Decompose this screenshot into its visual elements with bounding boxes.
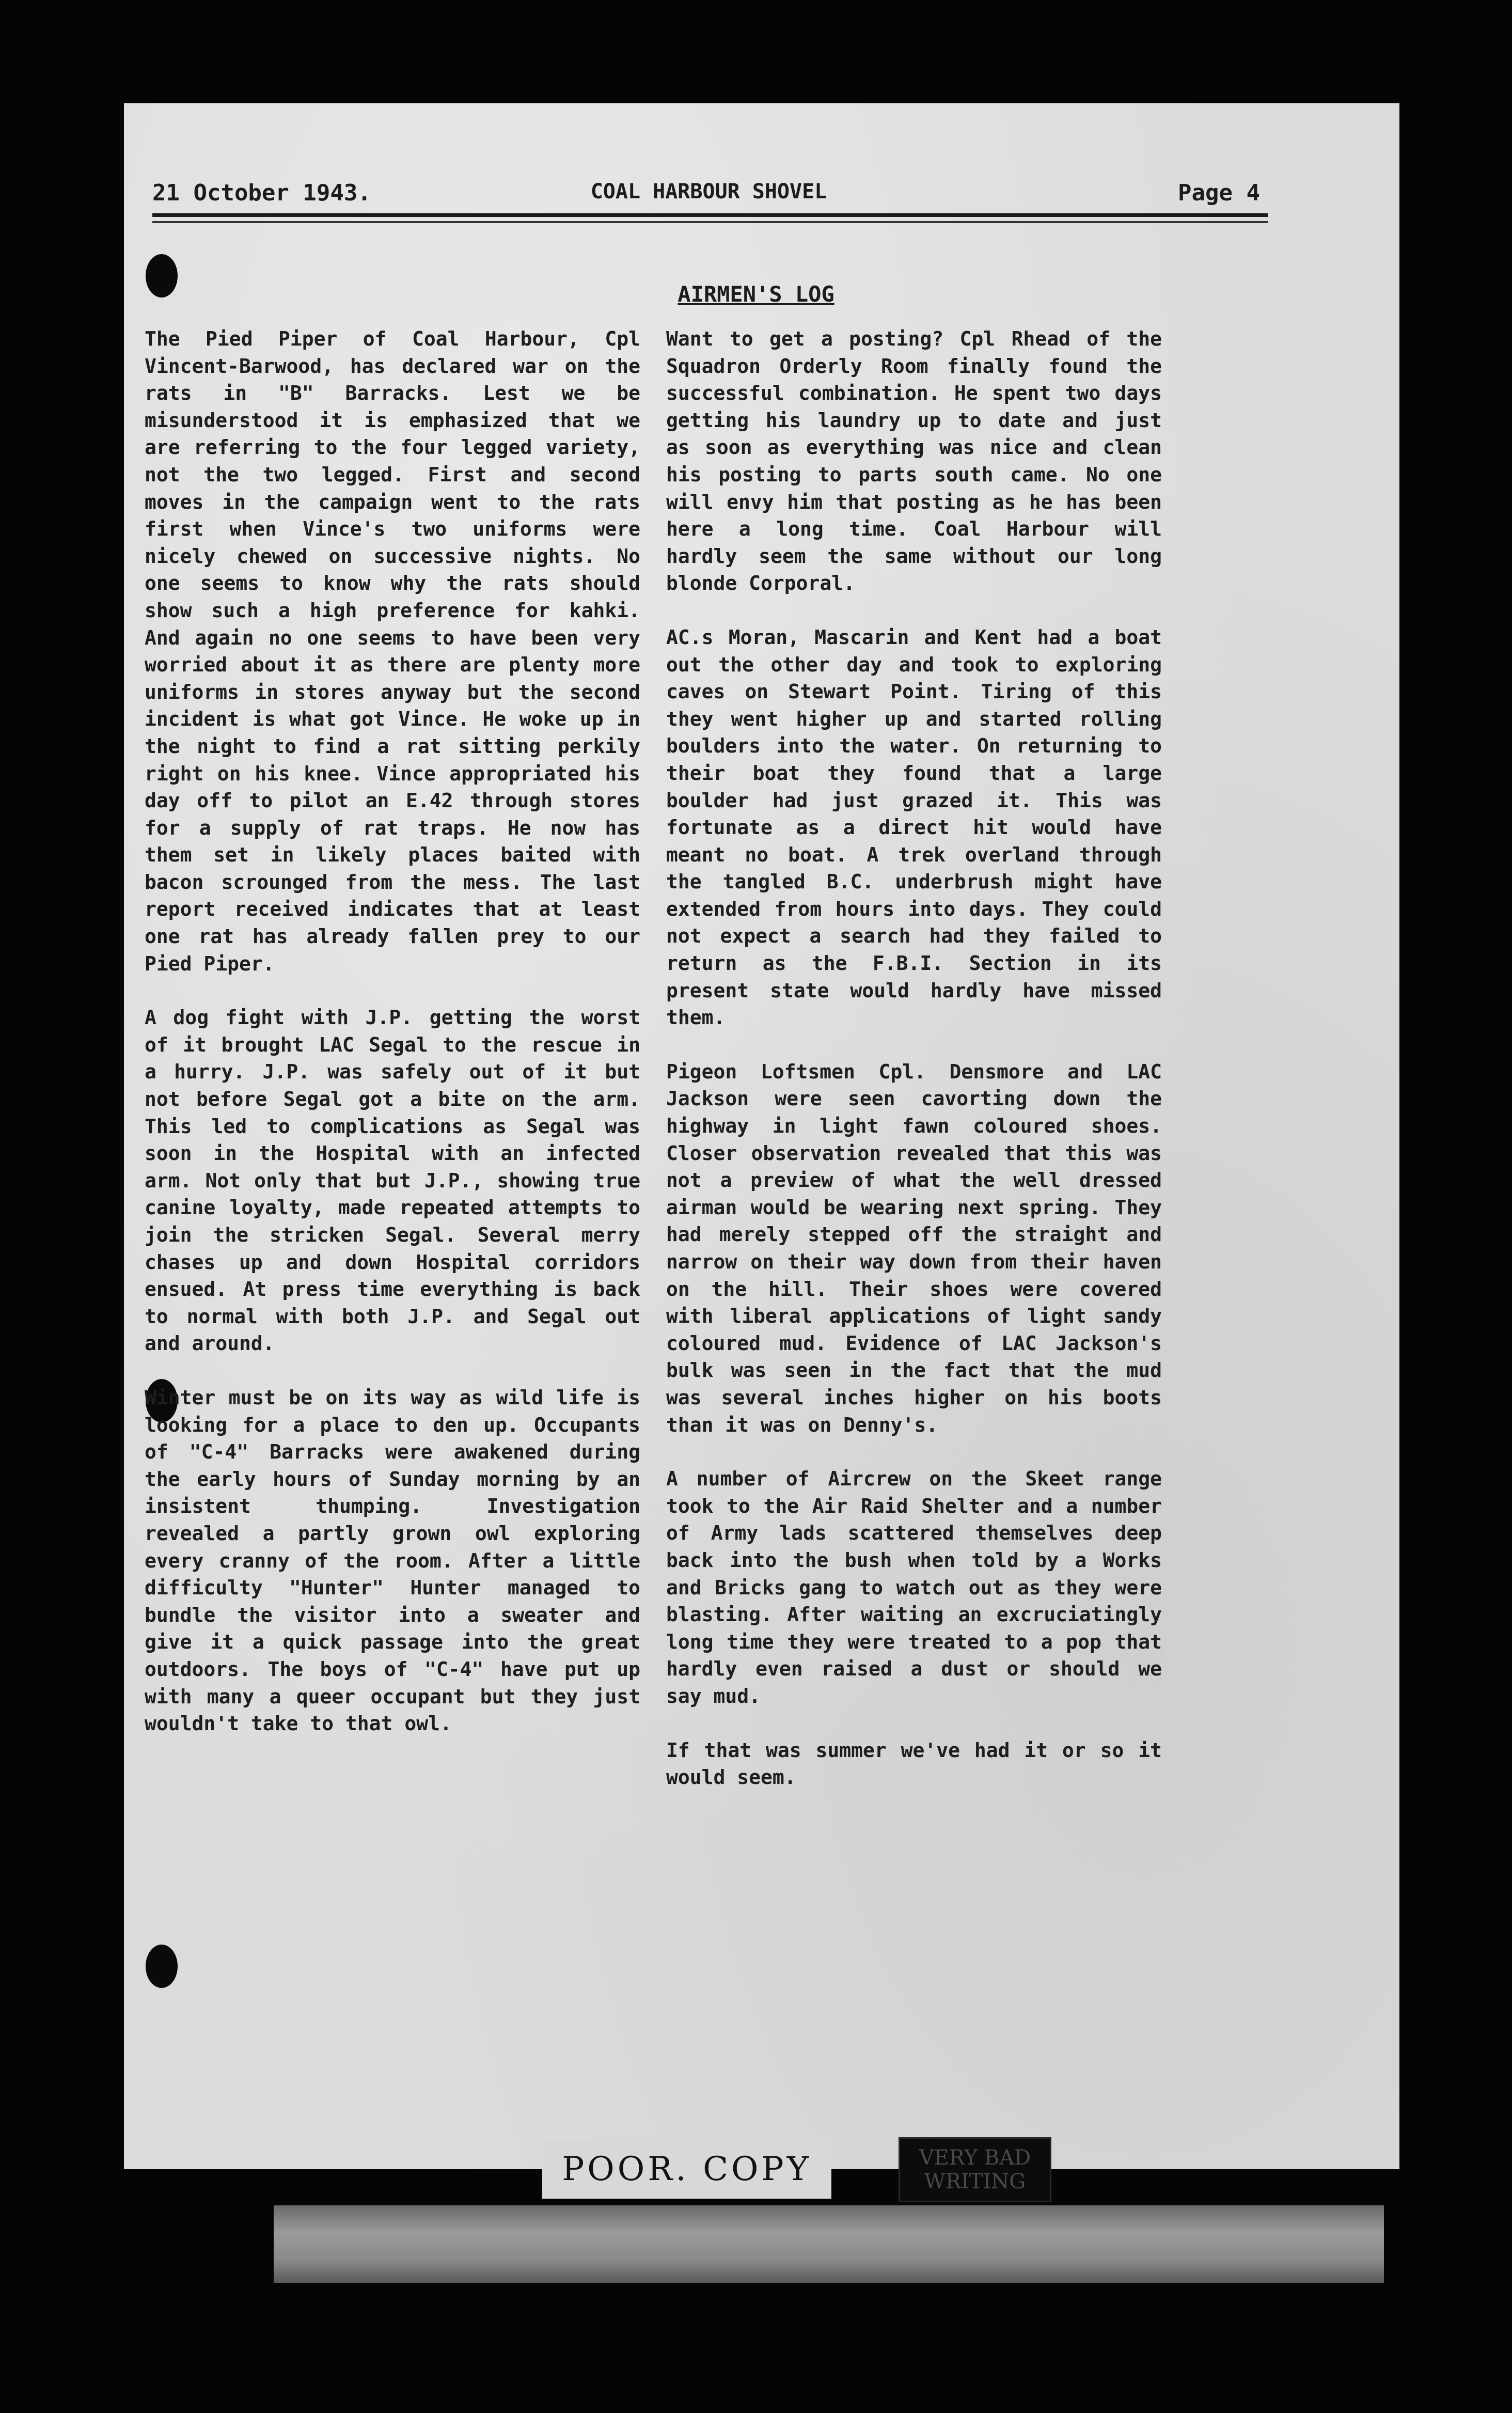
poor-copy-label: POOR. COPY	[542, 2139, 831, 2199]
article-paragraph: A dog fight with J.P. getting the worst of it brought LAC Segal to the rescue in a hurry. J.P. was safely out of it but not before Segal got a bite on the arm. This led to complications as Segal was soon in the Hospital with an infected arm. Not only that but J.P., showing true canine loyalty, made repeated attempts to join the stricken Segal. Several merry chases up and down Hospital corridors ensued. At press time everything is back to normal with both J.P. and Segal out and around.	[145, 1006, 640, 1355]
scanner-bar	[274, 2205, 1384, 2283]
header-rule-thin	[152, 221, 1268, 223]
article-paragraph: A number of Aircrew on the Skeet range took to the Air Raid Shelter and a number of Army lads scattered themselves deep back into the bush when told by a Works and Bricks gang to watch out as they were blasting. After waiting an excruciatingly long time they were treated to a pop that hardly even raised a dust or should we say mud.	[666, 1467, 1162, 1707]
page-number: Page 4	[1178, 180, 1260, 206]
right-column	[666, 325, 1162, 1818]
article-paragraph: Pigeon Loftsmen Cpl. Densmore and LAC Jackson were seen cavorting down the highway in light fawn coloured shoes. Closer observation revealed that this was not a preview of what the well dressed airman would be wearing next spring. They had merely stepped off the straight and narrow on their way down from their haven on the hill. Their shoes were covered with liberal applications of light sandy coloured mud. Evidence of LAC Jackson's bulk was seen in the fact that the mud was several inches higher on his boots than it was on Denny's.	[666, 1060, 1162, 1436]
article-paragraph: The Pied Piper of Coal Harbour, Cpl Vincent-Barwood, has declared war on the rats in "B" Barracks. Lest we be misunderstood it is emphasized that we are referring to the four legged variety, not the two legged. First and second moves in the campaign went to the rats first when Vince's two uniforms were nicely chewed on successive nights. No one seems to know why the rats should show such a high preference for kahki. And again no one seems to have been very worried about it as there are plenty more uniforms in stores anyway but the second incident is what got Vince. He woke up in the night to find a rat sitting perkily right on his knee. Vince appropriated his day off to pilot an E.42 through stores for a supply of rat traps. He now has them set in likely places baited with bacon scrounged from the mess. The last report received indicates that at least one rat has already fallen prey to our Pied Piper.	[145, 327, 640, 975]
punch-hole	[146, 1945, 178, 1988]
very-bad-writing-stamp: VERY BAD WRITING	[899, 2137, 1051, 2202]
article-paragraph: Winter must be on its way as wild life is looking for a place to den up. Occupants of "C-4" Barracks were awakened during the early hours of Sunday morning by an insistent thumping. Investigation revealed a partly grown owl exploring every cranny of the room. After a little difficulty "Hunter" Hunter managed to bundle the visitor into a sweater and give it a quick passage into the great outdoors. The boys of "C-4" have put up with many a queer occupant but they just wouldn't take to that owl.	[145, 1386, 640, 1735]
section-title: AIRMEN'S LOG	[678, 281, 834, 307]
article-paragraph: AC.s Moran, Mascarin and Kent had a boat out the other day and took to exploring caves on Stewart Point. Tiring of this they went higher up and started rolling boulders into the water. On returning to their boat they found that a large boulder had just grazed it. This was fortunate as a direct hit would have meant no boat. A trek overland through the tangled B.C. underbrush might have extended from hours into days. They could not expect a search had they failed to return as the F.B.I. Section in its present state would hardly have missed them.	[666, 625, 1162, 1029]
article-paragraph: Want to get a posting? Cpl Rhead of the Squadron Orderly Room finally found the successful combination. He spent two days getting his laundry up to date and just as soon as everything was nice and clean his posting to parts south came. No one will envy him that posting as he has been here a long time. Coal Harbour will hardly seem the same without our long blonde Corporal.	[666, 327, 1162, 595]
article-paragraph: If that was summer we've had it or so it would seem.	[666, 1738, 1162, 1789]
page-header	[152, 180, 1265, 216]
left-column	[145, 325, 640, 1764]
header-rule	[152, 213, 1268, 217]
publication-title: COAL HARBOUR SHOVEL	[590, 180, 827, 203]
issue-date: 21 October 1943.	[152, 180, 371, 206]
